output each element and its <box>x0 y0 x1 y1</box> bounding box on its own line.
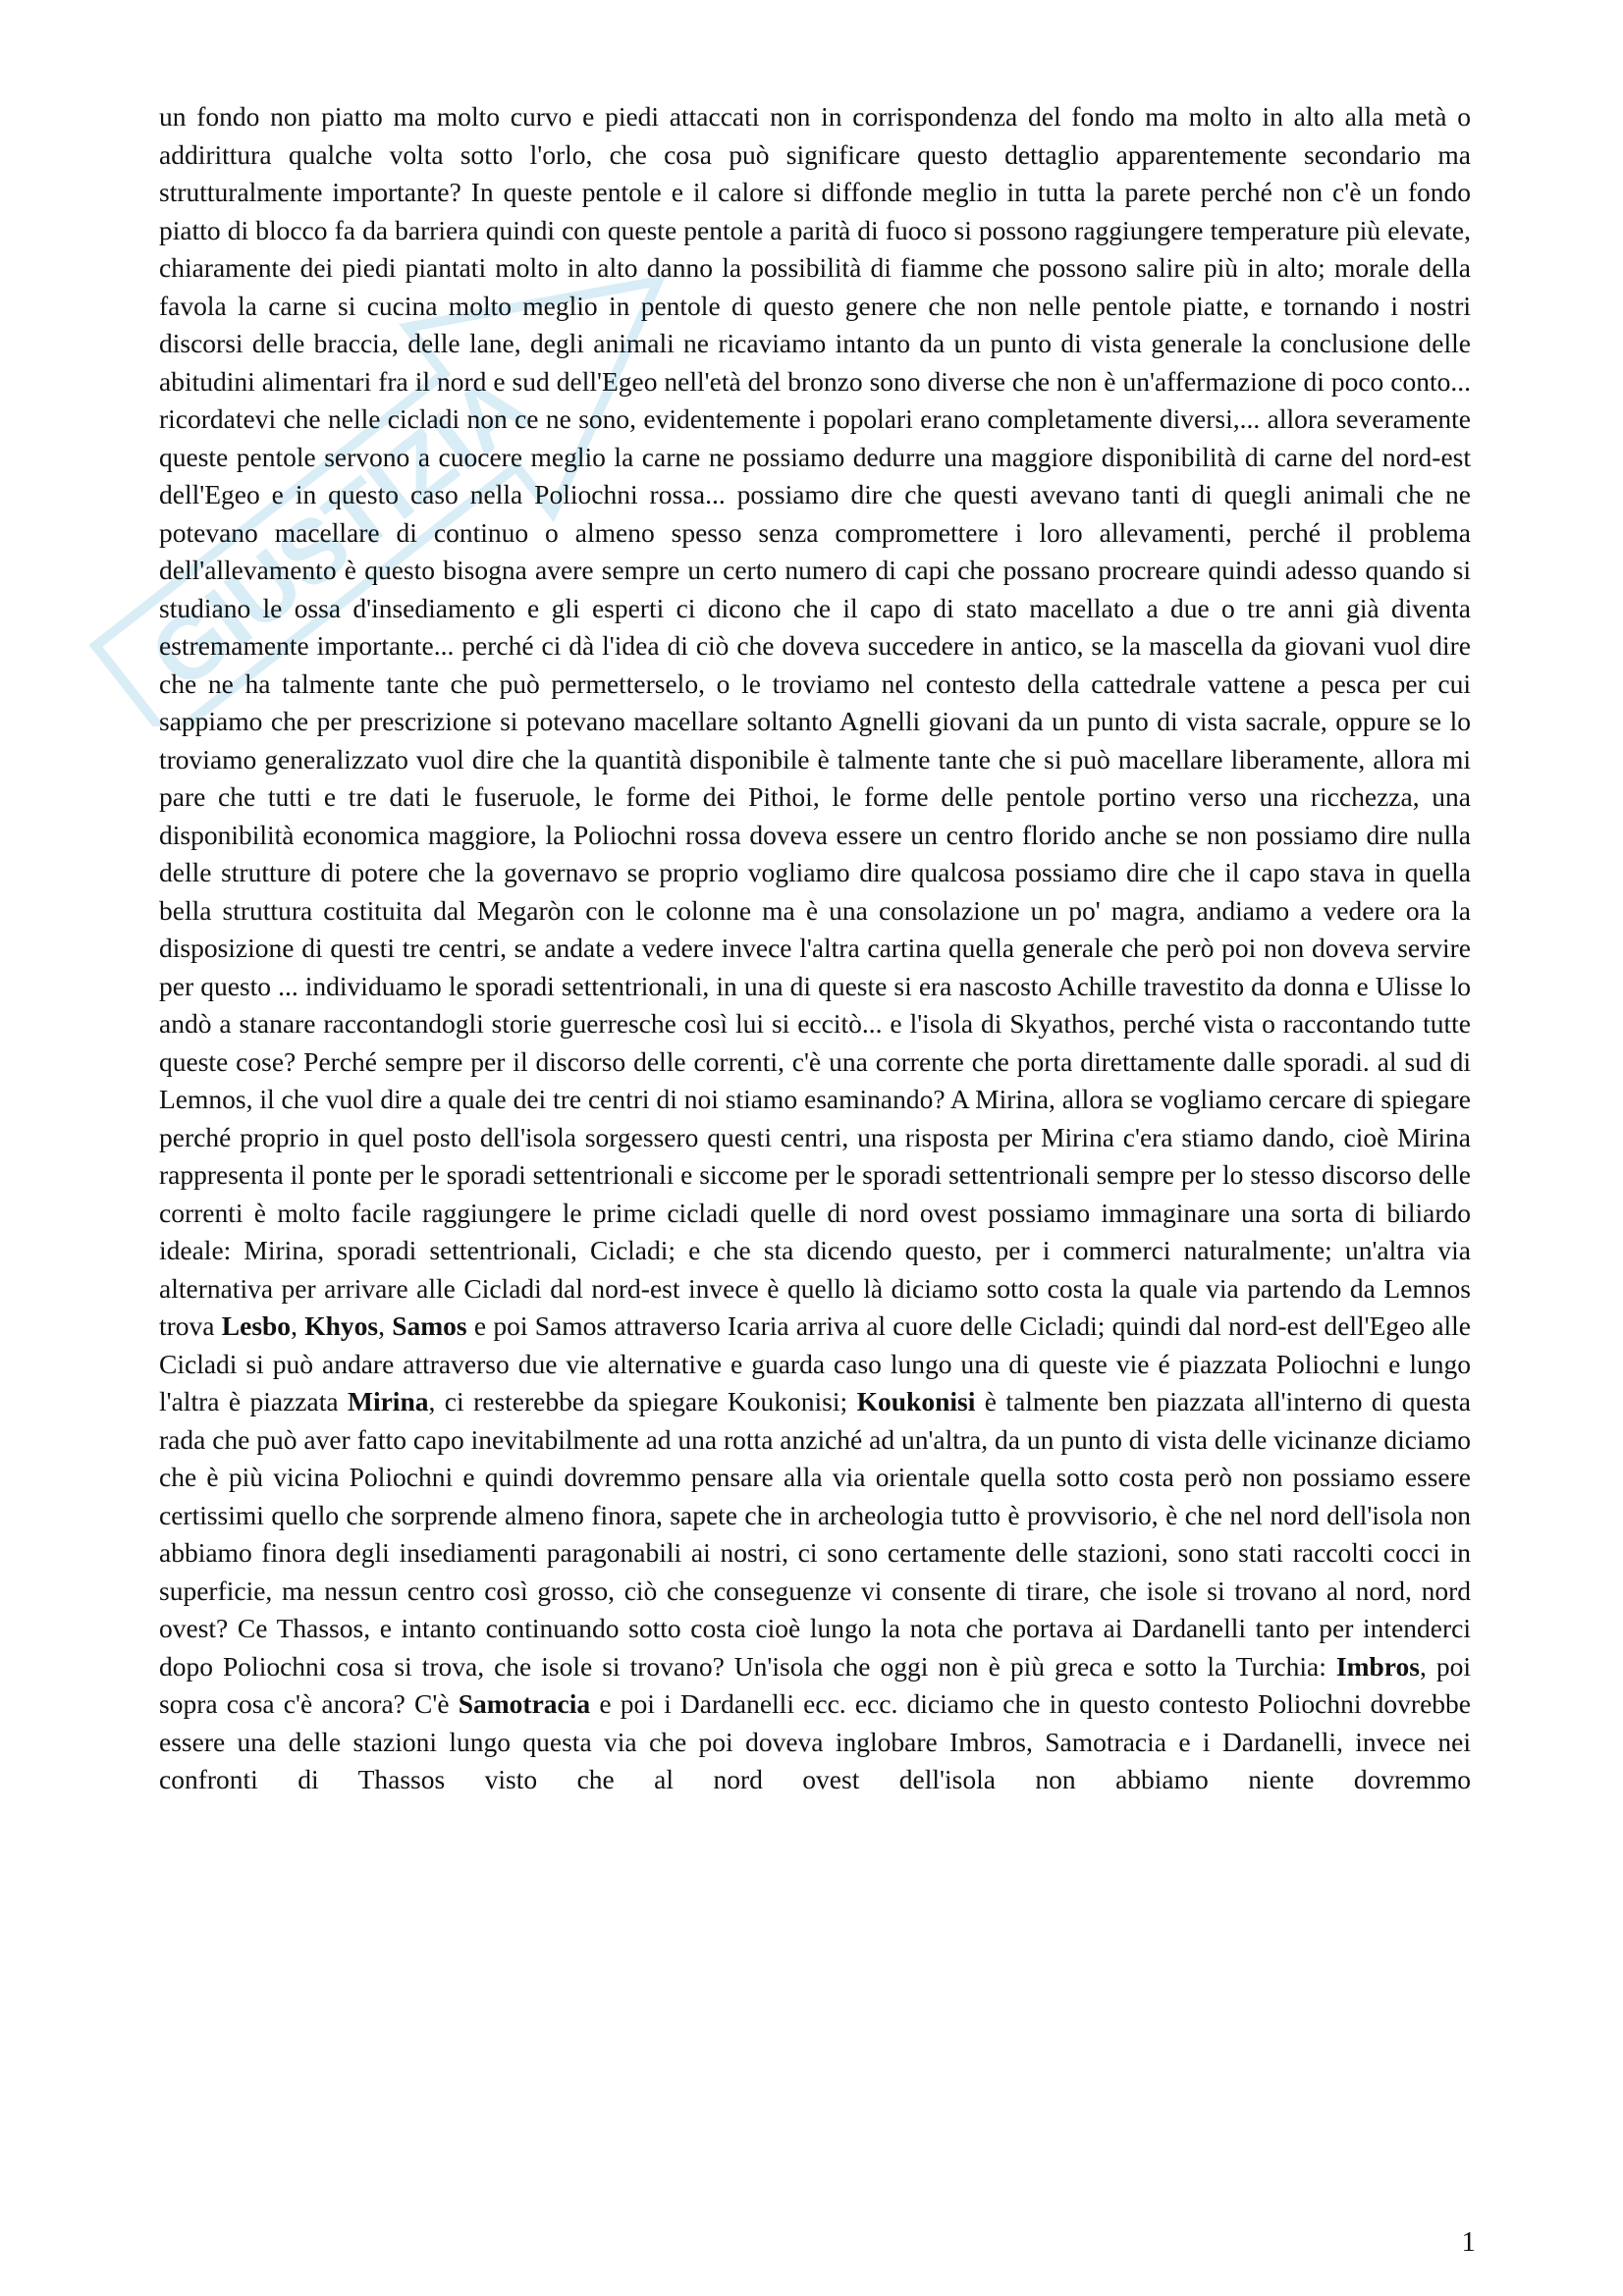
bold-term: Koukonisi <box>856 1386 976 1416</box>
body-paragraph <box>159 98 1471 1799</box>
bold-term: Mirina <box>348 1386 429 1416</box>
bold-term: Khyos <box>304 1310 379 1341</box>
text-run: , poi sopra cosa c'è ancora? C'è <box>159 1650 1472 1719</box>
text-run: e poi Samos attraverso Icaria arriva al cuore delle Cicladi; quindi dal nord-est dell'Egeo alle Cicladi si può andare attraverso due vie alternative e guarda caso lungo una di queste vie é piazzata Poliochni e lungo l'altra è piazzata <box>159 1310 1472 1416</box>
page-number: 1 <box>1461 2226 1476 2258</box>
page-body <box>159 98 1471 1799</box>
bold-term: Lesbo <box>221 1310 292 1341</box>
text-run: , <box>378 1310 393 1341</box>
text-run: è talmente ben piazzata all'interno di questa rada che può aver fatto capo inevitabilmente ad una rotta anziché ad un'altra, da un punto di vista delle vicinanze diciamo che è più vicina Poliochni e quindi dovremmo pensare alla via orientale quella sotto costa però non possiamo essere certissimi quello che sorprende almeno finora, sapete che in archeologia tutto è provvisorio, è che nel nord dell'isola non abbiamo finora degli insediamenti paragonabili ai nostri, ci sono certamente delle stazioni, sono stati raccolti cocci in superficie, ma nessun centro così grosso, ciò che conseguenze vi consente di tirare, che isole si trovano al nord, nord ovest? Ce Thassos, e intanto continuando sotto costa cioè lungo la nota che portava ai Dardanelli tanto per intenderci dopo Poliochni cosa si trova, che isole si trovano? Un'isola che oggi non è più greca e sotto la Turchia: <box>159 1386 1471 1682</box>
text-run: , ci resterebbe da spiegare Koukonisi; <box>428 1386 857 1416</box>
watermark-text: GIUSTIZIA <box>133 353 547 709</box>
bold-term: Samotracia <box>458 1688 591 1719</box>
bold-term: Samos <box>392 1310 467 1341</box>
bold-term: Imbros <box>1335 1650 1420 1682</box>
text-run: , <box>291 1310 305 1341</box>
text-run: un fondo non piatto ma molto curvo e piedi attaccati non in corrispondenza del fondo ma molto in alto alla metà o addirittura qualche volta sotto l'orlo, che cosa può significare questo dettaglio apparentemente secondario ma strutturalmente importante? In queste pentole e il calore si diffonde meglio in tutta la parete perché non c'è un fondo piatto di blocco fa da barriera quindi con queste pentole a parità di fuoco si possono raggiungere temperature più elevate, chiaramente dei piedi piantati molto in alto danno la possibilità di fiamme che possono salire più in alto; morale della favola la carne si cucina molto meglio in pentole di questo genere che non nelle pentole piatte, e tornando i nostri discorsi delle braccia, delle lane, degli animali ne ricaviamo intanto da un punto di vista generale la conclusione delle abitudini alimentari fra il nord e sud dell'Egeo nell'età del bronzo sono diverse che non è un'affermazione di poco conto... ricordatevi che nelle cicladi non ce ne sono, evidentemente i popolari erano completamente diversi,... allora severamente queste pentole servono a cuocere meglio la carne ne possiamo dedurre una maggiore disponibilità di carne del nord-est dell'Egeo e in questo caso nella Poliochni rossa... possiamo dire che questi avevano tanti di quegli animali che ne potevano macellare di continuo o almeno spesso senza compromettere i loro allevamenti, perché il problema dell'allevamento è questo bisogna avere sempre un certo numero di capi che possano procreare quindi adesso quando si studiano le ossa d'insediamento e gli esperti ci dicono che il capo di stato macellato a due o tre anni già diventa estremamente importante... perché ci dà l'idea di ciò che doveva succedere in antico, se la mascella da giovani vuol dire che ne ha talmente tante che può permetterselo, o le troviamo nel contesto della cattedrale vattene a pesca per cui sappiamo che per prescrizione si potevano macellare soltanto Agnelli giovani da un punto di vista sacrale, oppure se lo troviamo generalizzato vuol dire che la quantità disponibile è talmente tante che si può macellare liberamente, allora mi pare che tutti e tre dati le fuseruole, le forme dei Pithoi, le forme delle pentole portino verso una ricchezza, una disponibilità economica maggiore, la Poliochni rossa doveva essere un centro florido anche se non possiamo dire nulla delle strutture di potere che la governavo se proprio vogliamo dire qualcosa possiamo dire che il capo stava in quella bella struttura costituita dal Megaròn con le colonne ma è una consolazione un po' magra, andiamo a vedere ora la disposizione di questi tre centri, se andate a vedere invece l'altra cartina quella generale che però poi non doveva servire per questo ... individuamo le sporadi settentrionali, in una di queste si era nascosto Achille travestito da donna e Ulisse lo andò a stanare raccontandogli storie guerresche così lui si eccitò... e l'isola di Skyathos, perché vista o raccontando tutte queste cose? Perché sempre per il discorso delle correnti, c'è una corrente che porta direttamente dalle sporadi. al sud di Lemnos, il che vuol dire a quale dei tre centri di noi stiamo esaminando? A Mirina, allora se vogliamo cercare di spiegare perché proprio in quel posto dell'isola sorgessero questi centri, una risposta per Mirina c'era stiamo dando, cioè Mirina rappresenta il ponte per le sporadi settentrionali e siccome per le sporadi settentrionali sempre per lo stesso discorso delle correnti è molto facile raggiungere le prime cicladi quelle di nord ovest possiamo immaginare una sorta di biliardo ideale: Mirina, sporadi settentrionali, Cicladi; e che sta dicendo questo, per i commerci naturalmente; un'altra via alternativa per arrivare alle Cicladi dal nord-est invece è quello là diciamo sotto costa la quale via partendo da Lemnos trova <box>159 101 1471 1341</box>
text-run: e poi i Dardanelli ecc. ecc. diciamo che in questo contesto Poliochni dovrebbe essere una delle stazioni lungo questa via che poi doveva inglobare Imbros, Samotracia e i Dardanelli, invece nei confronti di Thassos visto che al nord ovest dell'isola non abbiamo niente dovremmo <box>159 1688 1471 1794</box>
